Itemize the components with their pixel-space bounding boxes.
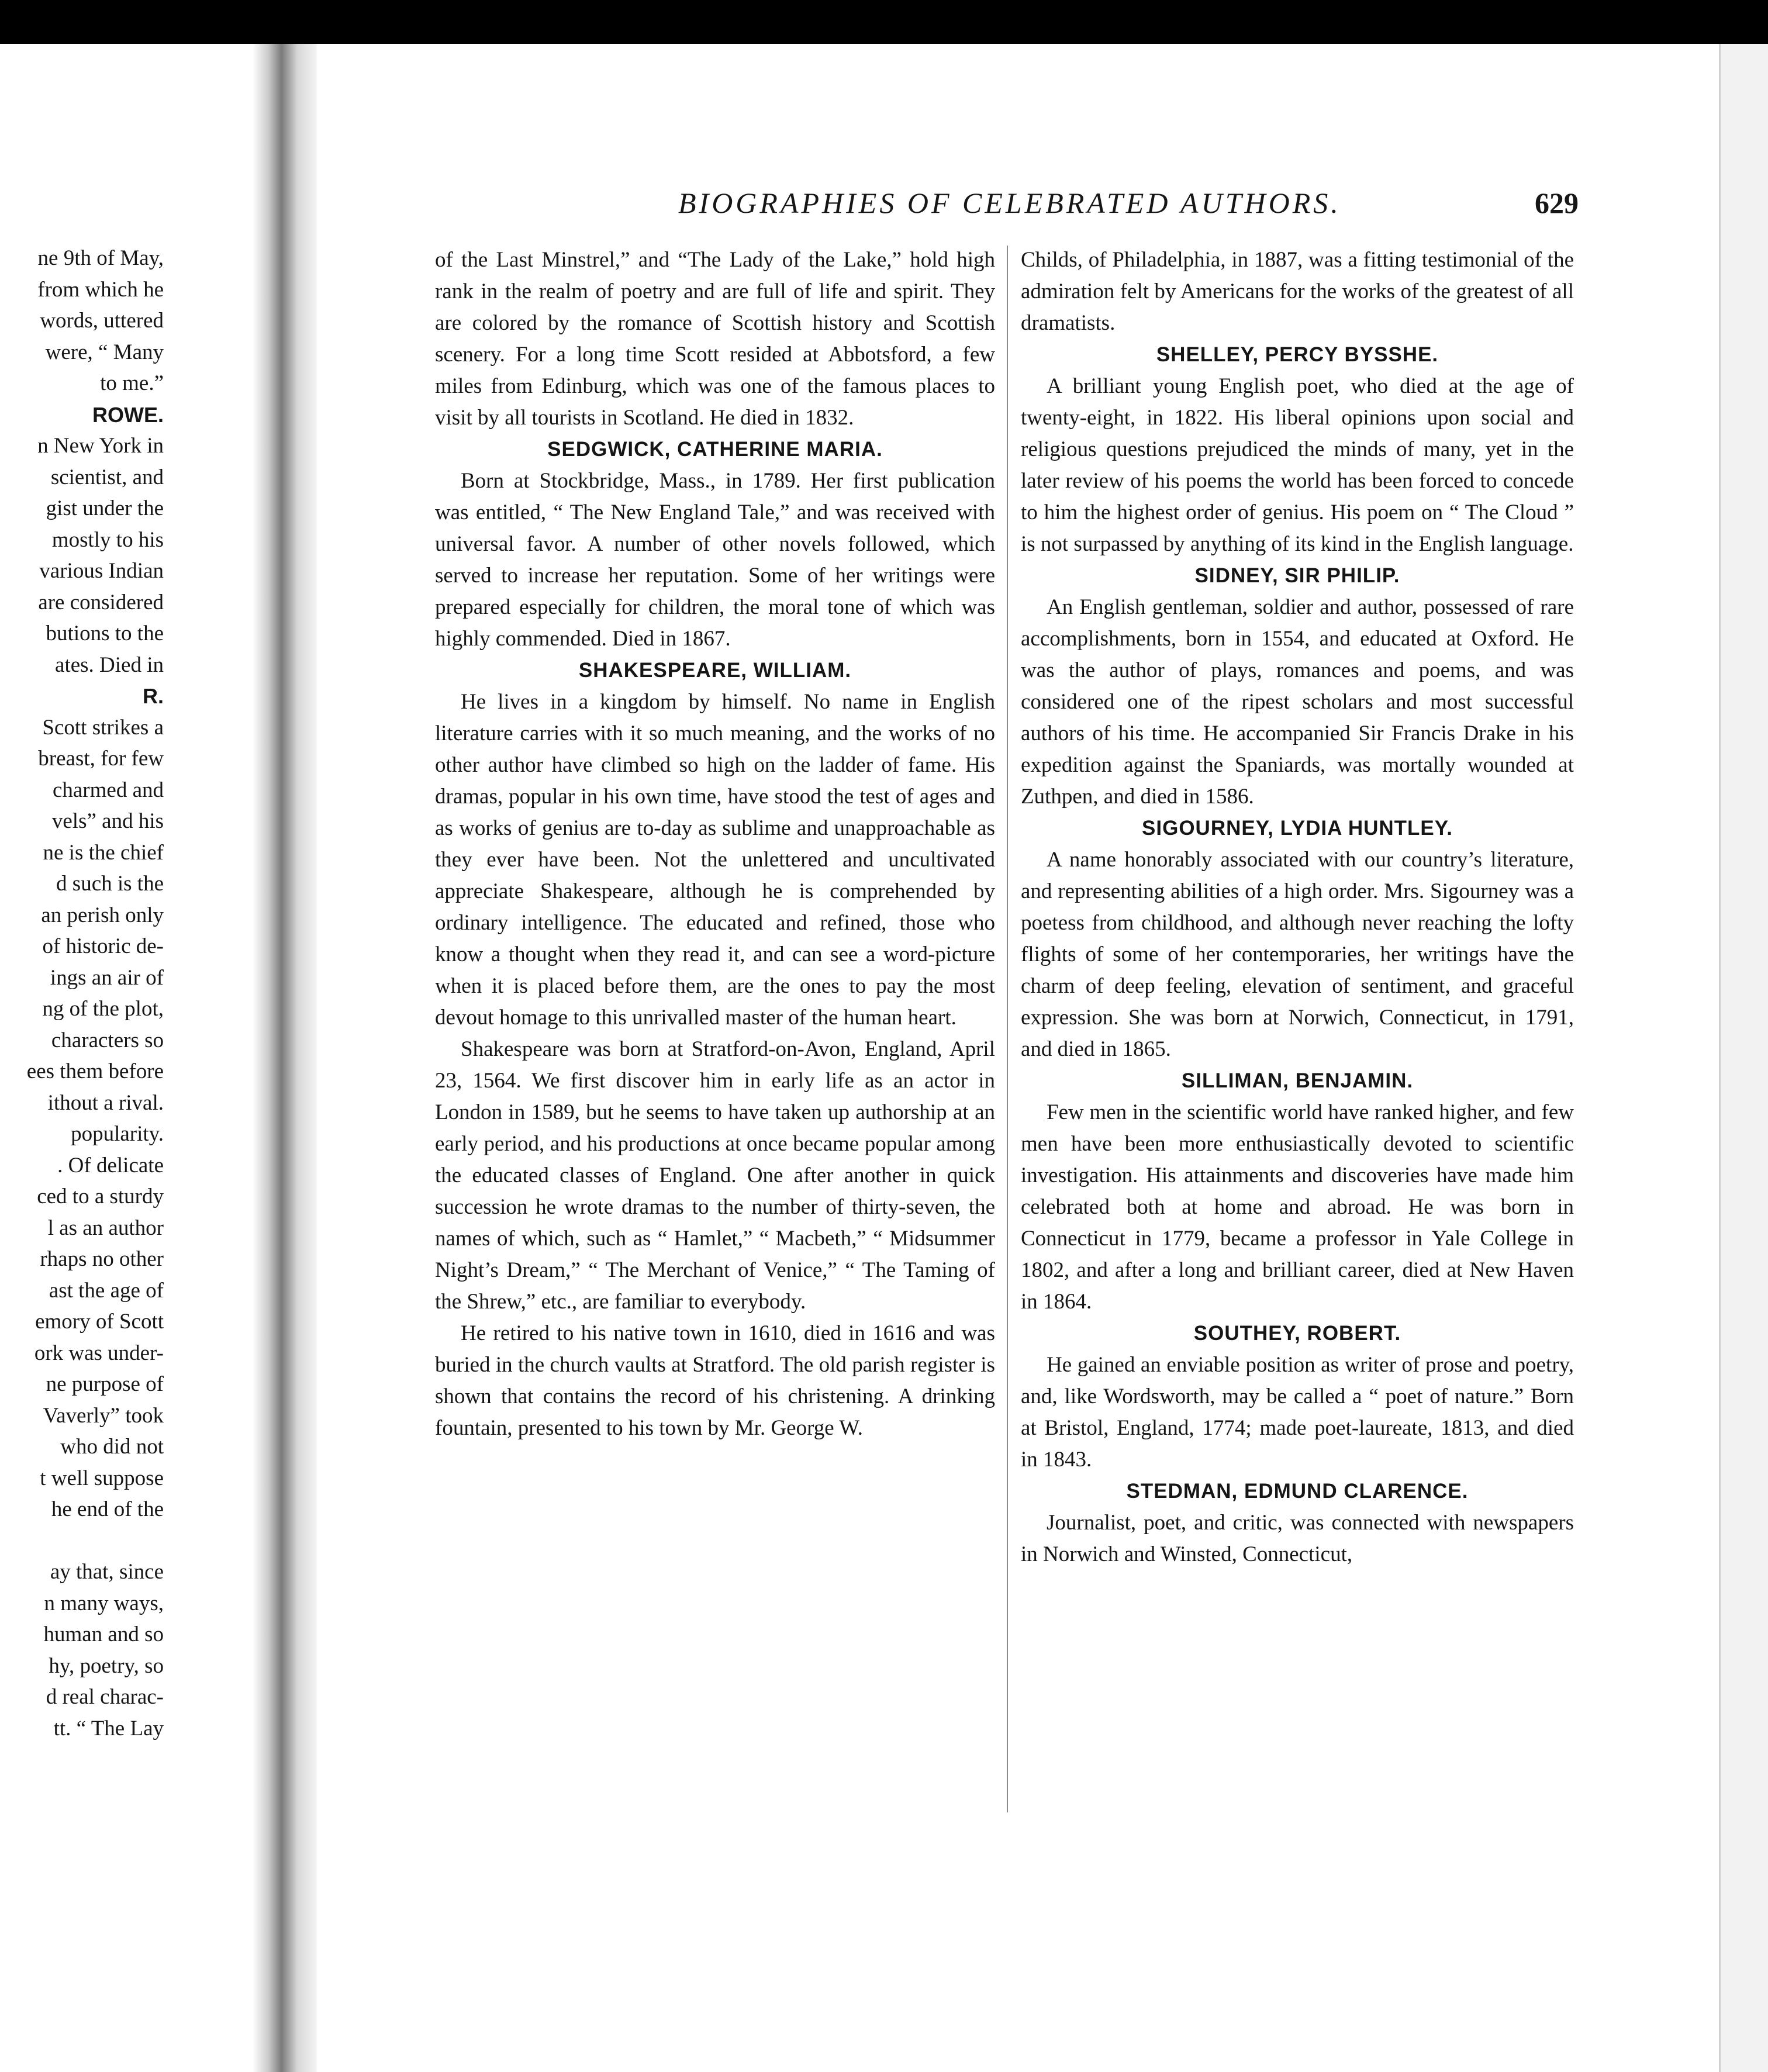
shakespeare-entry-continuation: Childs, of Philadelphia, in 1887, was a fitting testimonial of the admiration felt by Americans for the works of the greatest of all dramatists. <box>1021 248 1574 335</box>
facing-page-text-line: mostly to his <box>51 528 164 552</box>
facing-page-text-line: popularity. <box>71 1122 164 1146</box>
facing-page-text-line: various Indian <box>39 559 164 583</box>
entry-text-shelley: A brilliant young English poet, who died at the age of twenty-eight, in 1822. His liberal opinions upon social and religious questions prejudiced the minds of many, yet in the later review of his poems the world has been forced to concede to him the highest order of genius. His poem on “ The Cloud ” is not surpassed by anything of its kind in the English language. <box>1021 374 1574 556</box>
facing-page-text-line: d such is the <box>56 872 164 896</box>
facing-page-text-line: rhaps no other <box>40 1247 164 1271</box>
facing-page-text-line: l as an author <box>47 1216 164 1240</box>
facing-page-text-line: scientist, and <box>50 465 164 489</box>
facing-page-text-line: ings an air of <box>50 966 164 990</box>
page-number: 629 <box>1535 187 1579 219</box>
facing-page-heading-fragment: ROWE. <box>92 403 164 427</box>
facing-page-text-line: were, “ Many <box>45 340 164 364</box>
facing-page-text-line: ced to a sturdy <box>37 1185 164 1208</box>
facing-page-text-line: ne is the chief <box>43 841 164 865</box>
entry-text-sedgwick: Born at Stockbridge, Mass., in 1789. Her first publication was entitled, “ The New England Tale,” and was received with universal favor. A number of other novels followed, which served to increase her reputation. Some of her writings were prepared especially for children, the moral tone of which was highly commended. Died in 1867. <box>435 469 995 651</box>
page-header <box>678 186 1579 221</box>
scott-entry-continuation: of the Last Minstrel,” and “The Lady of the Lake,” hold high rank in the realm of poetry and are full of life and spirit. They are colored by the romance of Scottish history and Scottish scenery. For a long time Scott resided at Abbotsford, a few miles from Edinburg, which was one of the famous places to visit by all tourists in Scotland. He died in 1832. <box>435 248 995 430</box>
facing-page-text-line: butions to the <box>46 621 164 645</box>
facing-page-text-line: d real charac- <box>46 1685 164 1709</box>
entry-heading-sidney: SIDNEY, SIR PHILIP. <box>1194 564 1400 587</box>
scan-top-band <box>0 0 1768 44</box>
facing-page-text-line: from which he <box>37 278 164 302</box>
facing-page-text-line: to me.” <box>100 371 164 395</box>
entry-heading-stedman: STEDMAN, EDMUND CLARENCE. <box>1126 1480 1469 1503</box>
facing-page-text-line: . Of delicate <box>57 1154 164 1177</box>
facing-page-text-line: ithout a rival. <box>47 1091 164 1115</box>
column-rule <box>1007 246 1008 1812</box>
column-right <box>1021 244 1574 1570</box>
entry-heading-sedgwick: SEDGWICK, CATHERINE MARIA. <box>547 438 883 461</box>
facing-page-fragment <box>0 44 253 2072</box>
facing-page-text-line: of historic de- <box>42 934 164 958</box>
facing-page-text-line: vels” and his <box>51 809 164 833</box>
facing-page-text-line: ne 9th of May, <box>37 246 164 270</box>
entry-heading-shelley: SHELLEY, PERCY BYSSHE. <box>1156 343 1439 366</box>
facing-page-text-line: words, uttered <box>40 309 164 333</box>
facing-page-text-line: charmed and <box>52 778 164 802</box>
entry-text-stedman: Journalist, poet, and critic, was connected with newspapers in Norwich and Winsted, Connecticut, <box>1021 1511 1574 1566</box>
entry-heading-shakespeare: SHAKESPEARE, WILLIAM. <box>578 659 852 682</box>
entry-text-shakespeare-1: He lives in a kingdom by himself. No name in English literature carries with it so much meaning, and the works of no other author have climbed so high on the ladder of fame. His dramas, popular in his own time, have stood the test of ages and as works of genius are to-day as sublime and unapproachable as they ever have been. Not the unlettered and uncultivated appreciate Shakespeare, although he is comprehended by ordinary intelligence. The educated and refined, those who know a thought when they read it, and can see a word-picture when it is placed before them, are the ones to pay the most devout homage to this unrivalled master of the human heart. <box>435 690 995 1030</box>
facing-page-text-line: Scott strikes a <box>42 716 164 740</box>
facing-page-text-line: an perish only <box>41 903 164 927</box>
facing-page-text-line: ast the age of <box>49 1279 164 1303</box>
facing-page-text-line: he end of the <box>51 1497 164 1521</box>
entry-text-southey: He gained an enviable position as writer of prose and poetry, and, like Wordsworth, may be called a “ poet of nature.” Born at Bristol, England, 1774; made poet-laureate, 1813, and died in 1843. <box>1021 1353 1574 1472</box>
facing-page-text-line: ork was under- <box>34 1341 164 1365</box>
facing-page-text-line: t well suppose <box>40 1466 164 1490</box>
facing-page-text-line: are considered <box>38 590 164 614</box>
facing-page-text-line: ne purpose of <box>46 1372 164 1396</box>
facing-page-text-line: gist under the <box>46 496 164 520</box>
facing-page-text-line: n New York in <box>37 434 164 458</box>
entry-text-shakespeare-2: Shakespeare was born at Stratford-on-Avon, England, April 23, 1564. We first discover him in early life as an actor in London in 1589, but he seems to have taken up authorship at an early period, and his productions at once became popular among the educated classes of England. One after another in quick succession he wrote dramas to the number of thirty-seven, the names of which, such as “ Hamlet,” “ Macbeth,” “ Midsummer Night’s Dream,” “ The Merchant of Venice,” “ The Taming of the Shrew,” etc., are familiar to everybody. <box>435 1037 995 1314</box>
entry-heading-silliman: SILLIMAN, BENJAMIN. <box>1181 1069 1414 1092</box>
column-left <box>435 244 995 1444</box>
entry-heading-southey: SOUTHEY, ROBERT. <box>1193 1322 1401 1345</box>
facing-page-text-line: tt. “ The Lay <box>53 1717 164 1741</box>
facing-page-text-line: ees them before <box>26 1059 164 1083</box>
facing-page-heading-fragment: R. <box>143 684 164 708</box>
facing-page-text-line: who did not <box>60 1435 164 1459</box>
running-title: BIOGRAPHIES OF CELEBRATED AUTHORS. <box>678 187 1341 219</box>
facing-page-text-line: n many ways, <box>44 1591 164 1615</box>
facing-page-text-line: Vaverly” took <box>43 1404 164 1428</box>
facing-page-text-line: ates. Died in <box>55 653 164 677</box>
entry-text-sidney: An English gentleman, soldier and author, possessed of rare accomplishments, born in 1554, and educated at Oxford. He was the author of plays, romances and poems, and was considered one of the ripest scholars and most successful authors of his time. He accompanied Sir Francis Drake in his expedition against the Spaniards, was mortally wounded at Zuthpen, and died in 1586. <box>1021 595 1574 809</box>
book-gutter <box>253 44 317 2072</box>
facing-page-text-line: characters so <box>51 1028 164 1052</box>
facing-page-text-line: emory of Scott <box>35 1310 164 1334</box>
entry-text-shakespeare-3: He retired to his native town in 1610, died in 1616 and was buried in the church vaults at Stratford. The old parish register is shown that contains the record of his christening. A drinking fountain, presented to his town by Mr. George W. <box>435 1321 995 1440</box>
facing-page-text-line: ng of the plot, <box>42 997 164 1021</box>
entry-text-silliman: Few men in the scientific world have ranked higher, and few men have been more enthusiastically devoted to scientific investigation. His attainments and discoveries have made him celebrated both at home and abroad. He was born in Connecticut in 1779, became a professor in Yale College in 1802, and after a long and brilliant career, died at New Haven in 1864. <box>1021 1100 1574 1314</box>
facing-page-text-line: ay that, since <box>50 1560 164 1584</box>
facing-page-text-line: breast, for few <box>38 747 164 771</box>
facing-page-text-line: human and so <box>43 1622 164 1646</box>
entry-text-sigourney: A name honorably associated with our country’s literature, and representing abilities of a high order. Mrs. Sigourney was a poetess from childhood, and although never reaching the lofty flights of some of her contemporaries, her writings have the charm of deep feeling, elevation of sentiment, and graceful expression. She was born at Norwich, Connecticut, in 1791, and died in 1865. <box>1021 848 1574 1061</box>
entry-heading-sigourney: SIGOURNEY, LYDIA HUNTLEY. <box>1142 817 1453 840</box>
page-edge <box>1719 44 1768 2072</box>
facing-page-text-line: hy, poetry, so <box>49 1654 164 1678</box>
